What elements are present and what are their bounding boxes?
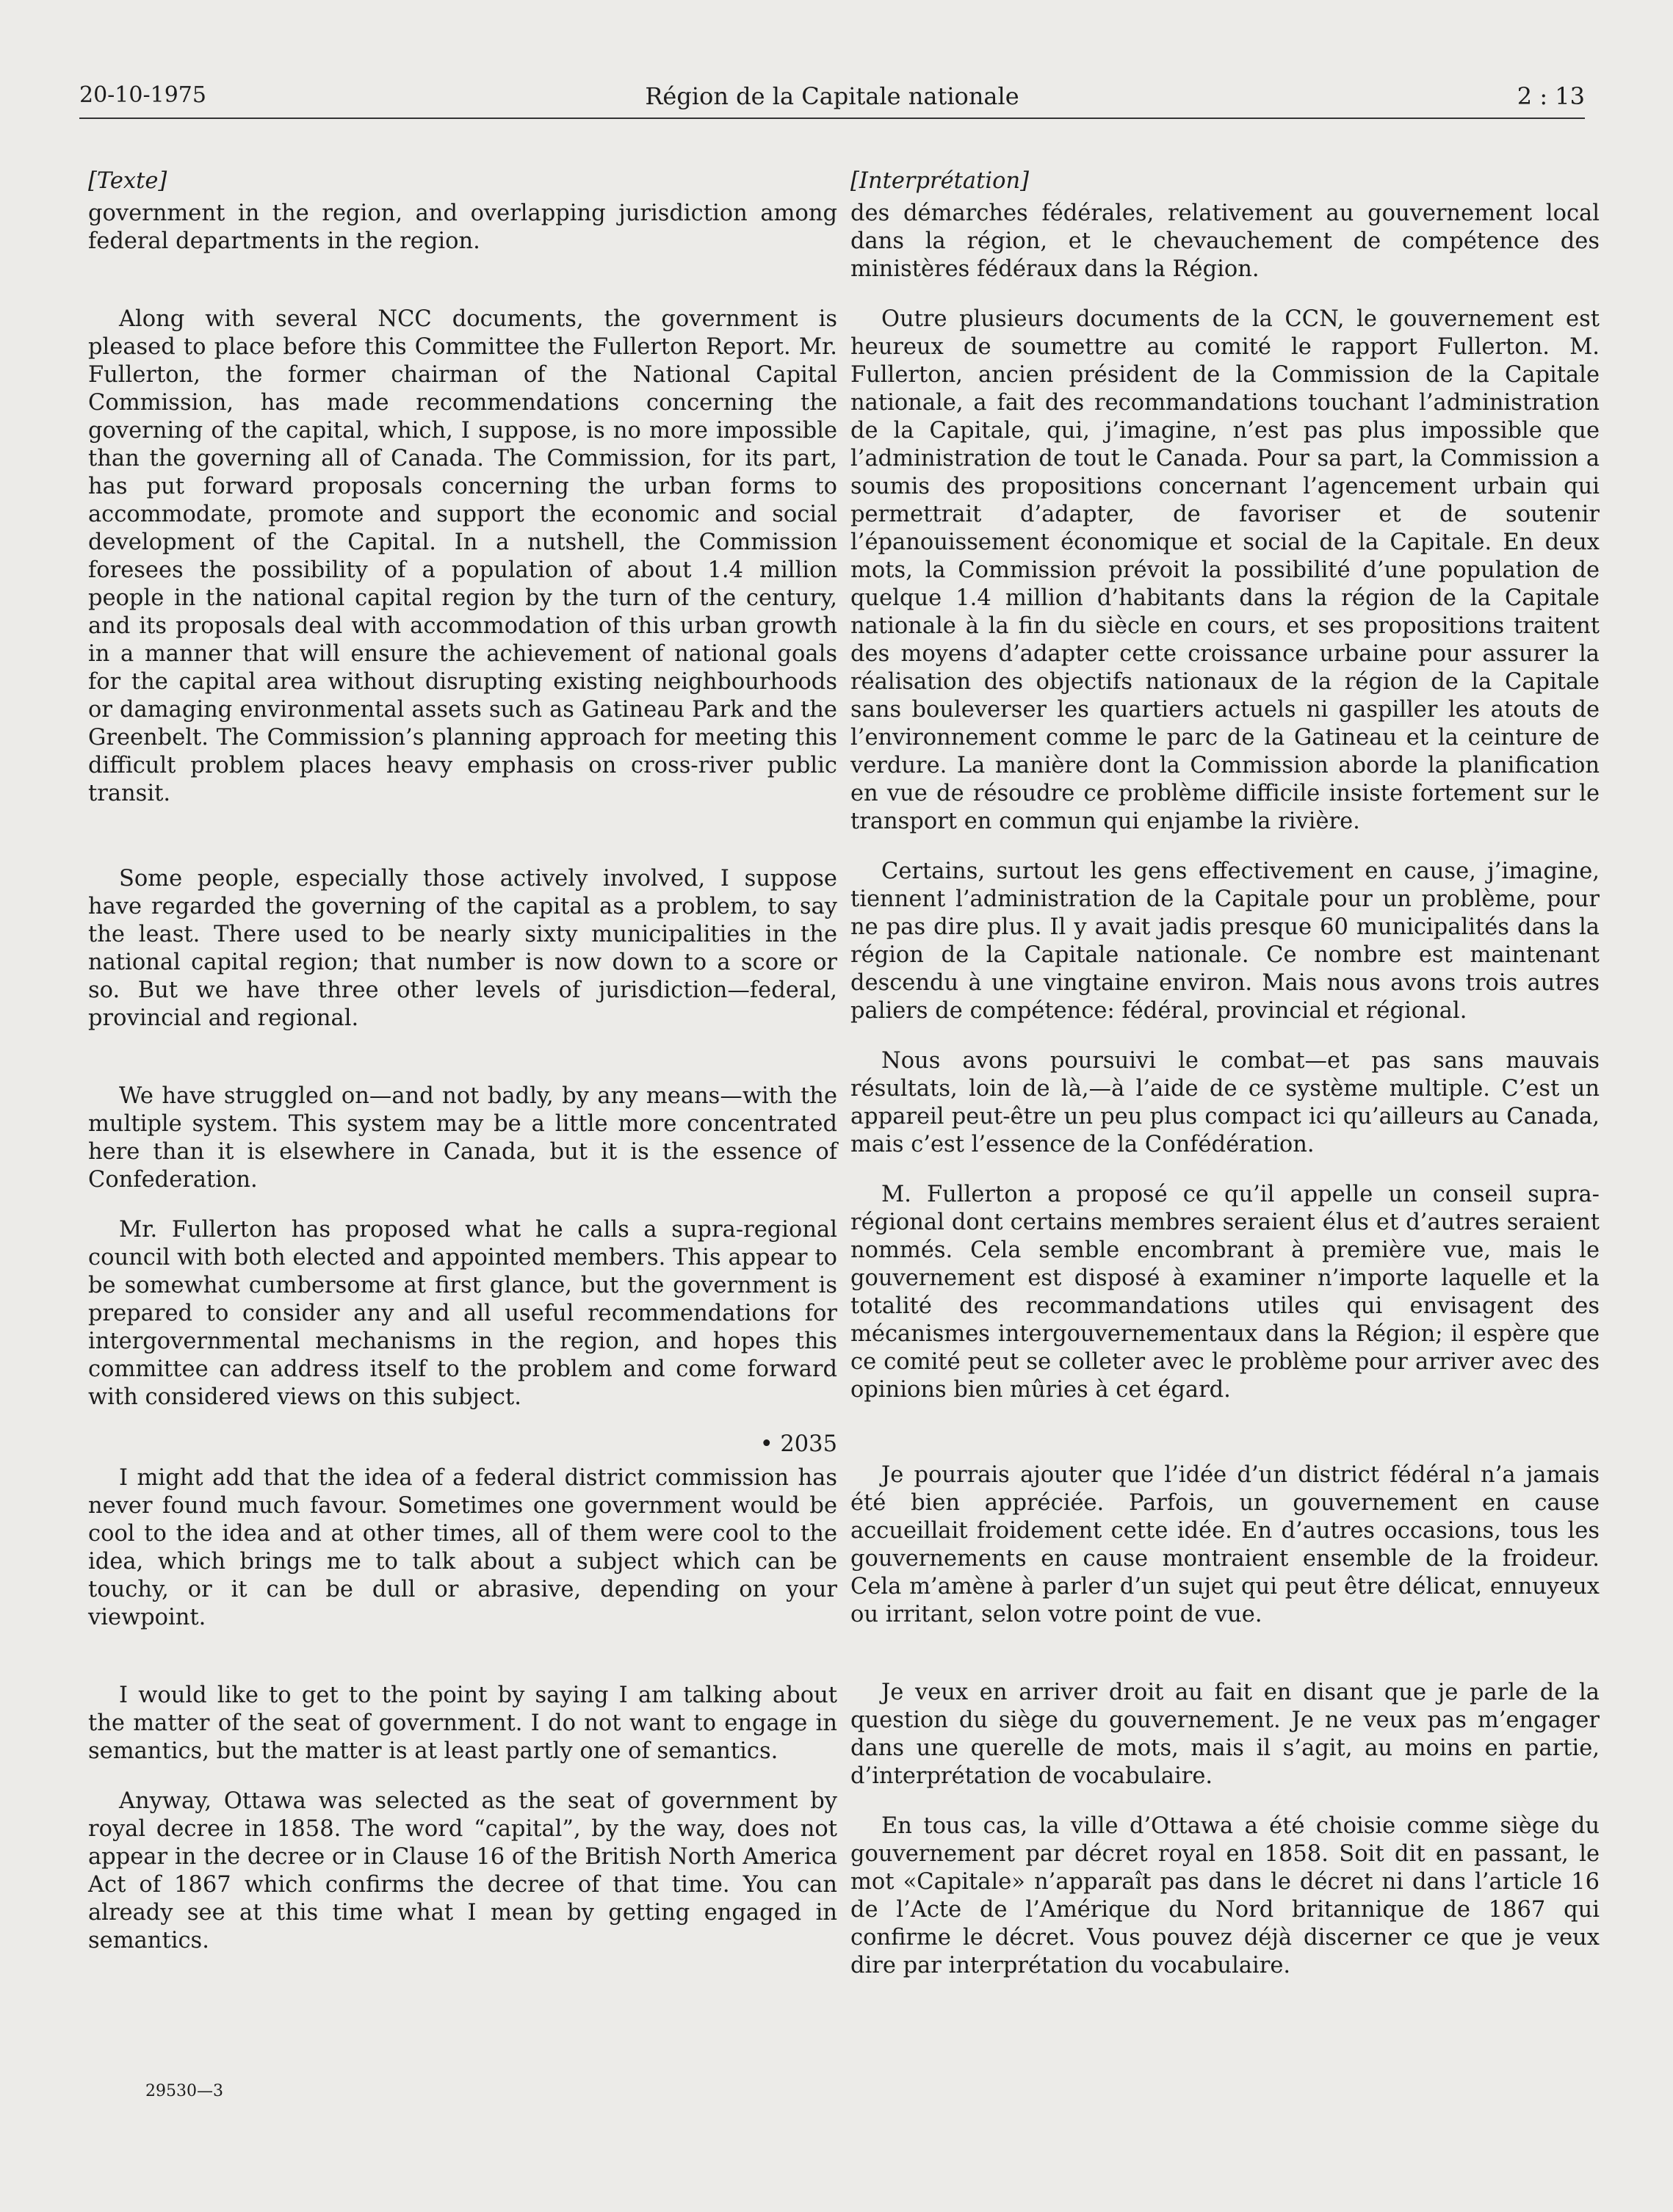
paragraph: des démarches fédérales, relativement au gouvernement local dans la région, et le chevauchement de compétence des ministères fédéraux dans la Région. — [850, 200, 1600, 282]
paragraph: government in the region, and overlapping jurisdiction among federal departments in the region. — [88, 200, 837, 254]
paragraph: Mr. Fullerton has proposed what he calls a supra-regional council with both elected and appointed members. This appear to be somewhat cumbersome at first glance, but the government is prepared to consider any and all useful recommendations for intergovernmental mechanisms in the region, and hopes this committee can address itself to the problem and come forward with considered views on this subject. — [88, 1217, 837, 1410]
paragraph: Je pourrais ajouter que l’idée d’un district fédéral n’a jamais été bien appréciée. Parfois, un gouvernement en cause accueillait froidement cette idée. En d’autres occasions, tous les gouvernements en cause montraient ensemble de la froideur. Cela m’amène à parler d’un sujet qui peut être délicat, ennuyeux ou irritant, selon votre point de vue. — [850, 1462, 1600, 1627]
paragraph: Along with several NCC documents, the government is pleased to place before this Committee the Fullerton Report. Mr. Fullerton, the former chairman of the National Capital Commission, has made recommendations concerning the governing of the capital, which, I suppose, is no more impossible than the governing all of Canada. The Commission, for its part, has put forward proposals concerning the urban forms to accommodate, promote and support the economic and social development of the Capital. In a nutshell, the Commission foresees the possibility of a population of about 1.4 million people in the national capital region by the turn of the century, and its proposals deal with accommodation of this urban growth in a manner that will ensure the achievement of national goals for the capital area without disrupting existing neighbourhoods or damaging environmental assets such as Gatineau Park and the Greenbelt. The Commission’s planning approach for meeting this difficult problem places heavy emphasis on cross-river public transit. — [88, 306, 837, 806]
paragraph: M. Fullerton a proposé ce qu’il appelle un conseil supra-régional dont certains membres seraient élus et d’autres seraient nommés. Cela semble encombrant à première vue, mais le gouvernement est disposé à examiner n’importe laquelle et la totalité des recommandations utiles qui envisagent des mécanismes intergouvernementaux dans la Région; il espère que ce comité peut se colleter avec le problème pour arriver avec des opinions bien mûries à cet égard. — [850, 1182, 1600, 1403]
header-title: Région de la Capitale nationale — [645, 82, 1019, 110]
english-column — [88, 167, 837, 1977]
paragraph: Some people, especially those actively involved, I suppose have regarded the governing of the capital as a problem, to say the least. There used to be nearly sixty municipalities in the national capital region; that number is now down to a score or so. But we have three other levels of jurisdiction—federal, provincial and regional. — [88, 866, 837, 1031]
text-marker: [Texte] — [88, 168, 167, 194]
paragraph: I might add that the idea of a federal district commission has never found much favour. Sometimes one government would be cool to the idea and at other times, all of them were cool to the idea, which brings me to talk about a subject which can be touchy, or it can be dull or abrasive, depending on your viewpoint. — [88, 1465, 837, 1630]
paragraph: We have struggled on—and not badly, by any means—with the multiple system. This system may be a little more concentrated here than it is elsewhere in Canada, but it is the essence of Confederation. — [88, 1083, 837, 1193]
paragraph: Outre plusieurs documents de la CCN, le gouvernement est heureux de soumettre au comité le rapport Fullerton. M. Fullerton, ancien président de la Commission de la Capitale nationale, a fait des recommandations touchant l’administration de la Capitale, qui, j’imagine, n’est pas plus impossible que l’administration de tout le Canada. Pour sa part, la Commission a soumis des propositions concernant l’agencement urbain qui permettrait d’adapter, de favoriser et de soutenir l’épanouissement économique et social de la Capitale. En deux mots, la Commission prévoit la possibilité d’une population de quelque 1.4 million d’habitants dans la région de la Capitale nationale à la fin du siècle en cours, et ses propositions traitent des moyens d’adapter cette croissance urbaine pour assurer la réalisation des objectifs nationaux de la région de la Capitale sans bouleverser les quartiers actuels ni gaspiller les atouts de l’environnement comme le parc de la Gatineau et la ceinture de verdure. La manière dont la Commission aborde la planification en vue de résoudre ce problème difficile insiste fortement sur le transport en commun qui enjambe la rivière. — [850, 306, 1600, 834]
paragraph: Certains, surtout les gens effectivement en cause, j’imagine, tiennent l’administration de la Capitale pour un problème, pour ne pas dire plus. Il y avait jadis presque 60 municipalités dans la région de la Capitale nationale. Ce nombre est maintenant descendu à une vingtaine environ. Mais nous avons trois autres paliers de compétence: fédéral, provincial et régional. — [850, 859, 1600, 1024]
timestamp: • 2035 — [759, 1431, 837, 1457]
paragraph: Je veux en arriver droit au fait en disant que je parle de la question du siège du gouvernement. Je ne veux pas m’engager dans une querelle de mots, mais il s’agit, au moins en partie, d’interprétation de vocabulaire. — [850, 1680, 1600, 1789]
paragraph: I would like to get to the point by saying I am talking about the matter of the seat of government. I do not want to engage in semantics, but the matter is at least partly one of semantics. — [88, 1683, 837, 1764]
header-rule — [79, 118, 1585, 119]
french-column — [850, 167, 1600, 2002]
interpretation-marker: [Interprétation] — [850, 168, 1029, 194]
header-page-number: 2 : 13 — [1517, 82, 1585, 110]
paragraph: En tous cas, la ville d’Ottawa a été choisie comme siège du gouvernement par décret royal en 1858. Soit dit en passant, le mot «Capitale» n’apparaît pas dans le décret ni dans l’article 16 de l’Acte de l’Amérique du Nord britannique de 1867 qui confirme le décret. Vous pouvez déjà discerner ce que je veux dire par interprétation du vocabulaire. — [850, 1813, 1600, 1978]
paragraph: Nous avons poursuivi le combat—et pas sans mauvais résultats, loin de là,—à l’aide de ce système multiple. C’est un appareil peut-être un peu plus compact ici qu’ailleurs au Canada, mais c’est l’essence de la Confédération. — [850, 1048, 1600, 1157]
paragraph: Anyway, Ottawa was selected as the seat of government by royal decree in 1858. The word “capital”, by the way, does not appear in the decree or in Clause 16 of the British North America Act of 1867 which confirms the decree of that time. You can already see at this time what I mean by getting engaged in semantics. — [88, 1788, 837, 1953]
header-date: 20-10-1975 — [79, 82, 206, 108]
page-header — [79, 82, 1585, 120]
print-code: 29530—3 — [145, 2082, 223, 2100]
